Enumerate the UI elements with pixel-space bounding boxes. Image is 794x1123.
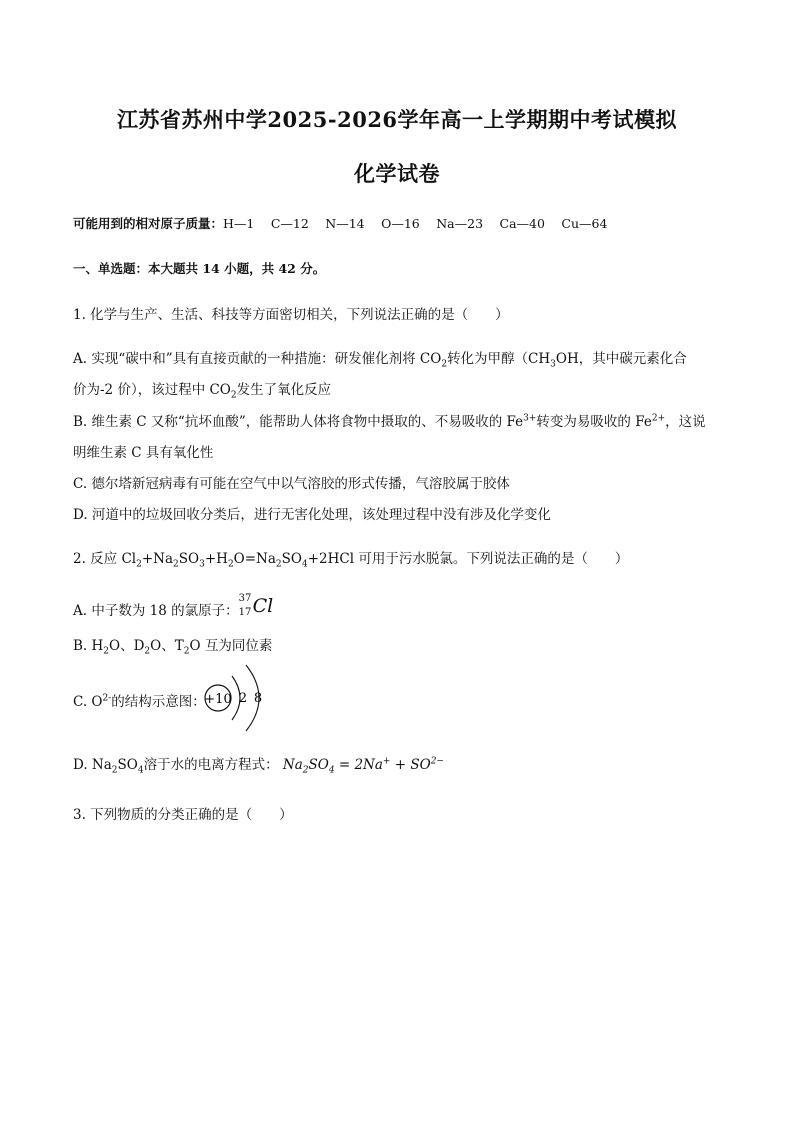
section-heading: 一、单选题：本大题共 14 小题，共 42 分。 xyxy=(73,261,326,276)
q2-stem: 2. 反应 $Cl_2+Na_2SO_3+H_2O=Na_2SO_4+2HCl$ 可用于污水脱氯。下列说法正确的是（ ） xyxy=(73,551,629,570)
atomic-mass-line xyxy=(73,214,607,232)
oxygen-ion-structure-diagram xyxy=(202,660,272,736)
exam-subtitle: 化学试卷 xyxy=(354,161,440,186)
shell-2-electrons: 8 xyxy=(253,691,263,706)
q2-option-d: D. $Na_2SO_4$溶于水的电离方程式： $Na_2SO_4 = 2Na^+ + SO^{2-}$ xyxy=(73,756,444,776)
q2-option-b: B. $H_2O$、$D_2O$、$T_2O$ 互为同位素 xyxy=(73,638,273,657)
exam-title: 江苏省苏州中学2025-2026学年高一上学期期中考试模拟 xyxy=(116,107,678,132)
q2-option-a: A. 中子数为 18 的氯原子： 37 17 Cl xyxy=(73,597,279,621)
atomic-mass-label: 可能用到的相对原子质量： xyxy=(73,216,224,231)
chlorine-isotope-symbol: 37 17 Cl xyxy=(238,593,274,618)
nucleus-charge: +10 xyxy=(204,692,232,707)
q1-option-a-line2: 价为-2 价），该过程中 $CO_2$发生了氧化反应 xyxy=(73,382,332,401)
q2-option-c: C. $O^{2-}$的结构示意图： xyxy=(73,693,206,710)
ionization-equation: $Na_2SO_4 = 2Na^+ + SO^{2-}$ xyxy=(282,756,444,776)
q1-stem: 1. 化学与生产、生活、科技等方面密切相关，下列说法正确的是（ ） xyxy=(73,307,509,323)
q1-option-d: D. 河道中的垃圾回收分类后，进行无害化处理，该处理过程中没有涉及化学变化 xyxy=(73,507,551,523)
q3-stem: 3. 下列物质的分类正确的是（ ） xyxy=(73,807,293,823)
q1-option-a-line1: A. 实现“碳中和”具有直接贡献的一种措施：研发催化剂将 $CO_2$转化为甲醇（$CH_3OH$，其中碳元素化合 xyxy=(73,351,687,370)
atomic-mass-values: H—1 C—12 N—14 O—16 Na—23 Ca—40 Cu—64 xyxy=(223,216,608,231)
q1-option-c: C. 德尔塔新冠病毒有可能在空气中以气溶胶的形式传播，气溶胶属于胶体 xyxy=(73,476,510,492)
q1-option-b-line1: B. 维生素 C 又称“抗坏血酸”，能帮助人体将食物中摄取的、不易吸收的 $Fe^{3+}$转变为易吸收的 $Fe^{2+}$，这说 xyxy=(73,413,706,430)
shell-1-electrons: 2 xyxy=(238,691,248,706)
q1-option-b-line2: 明维生素 C 具有氧化性 xyxy=(73,445,214,461)
